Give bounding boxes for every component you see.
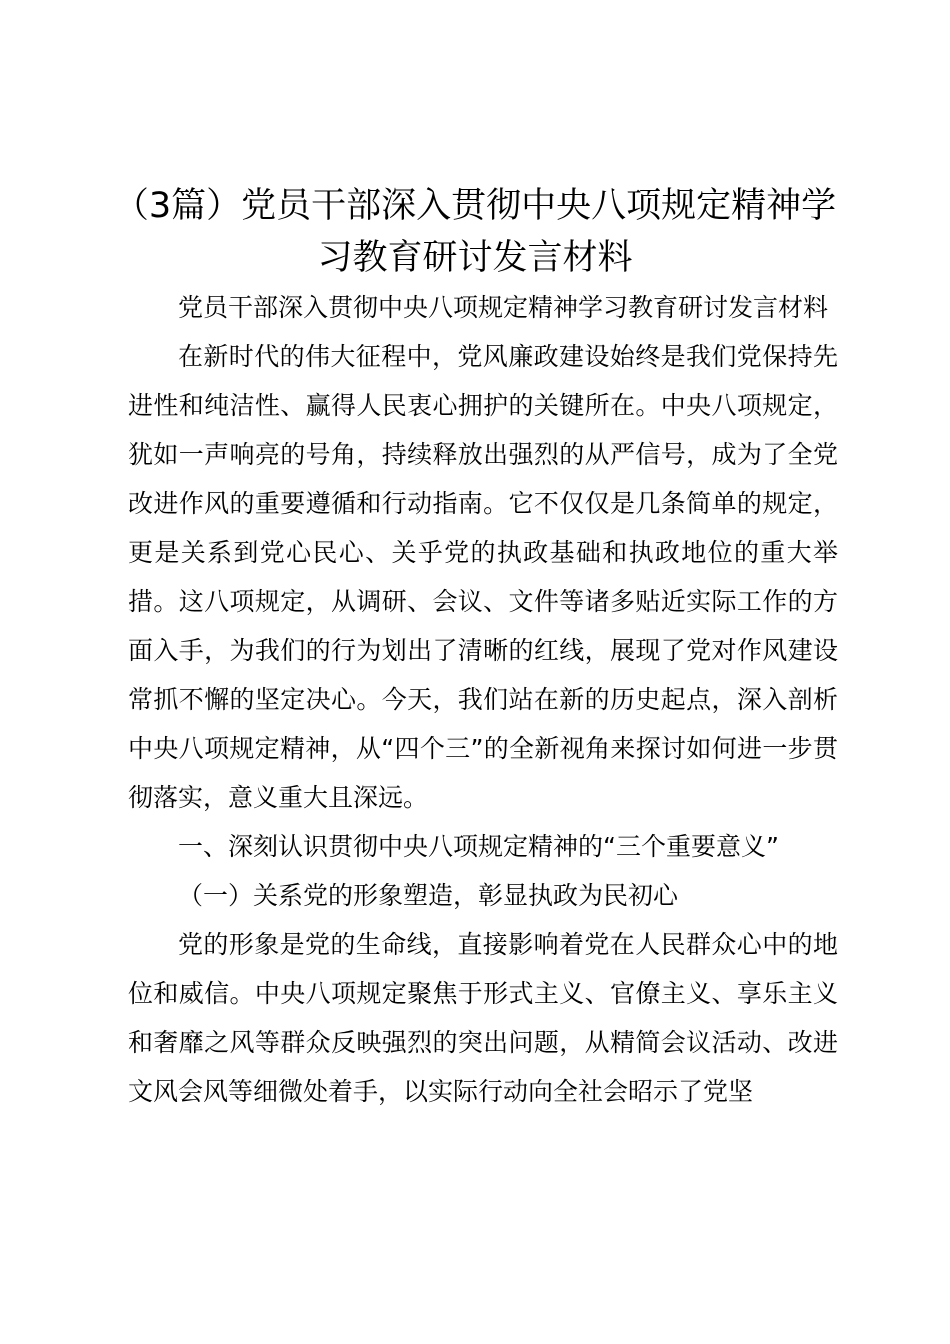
section-heading: 一、深刻认识贯彻中央八项规定精神的“三个重要意义” — [178, 832, 779, 861]
document-body — [128, 283, 838, 1116]
subtitle-paragraph: 党员干部深入贯彻中央八项规定精神学习教育研讨发言材料 — [178, 293, 829, 322]
document-title: （3篇）党员干部深入贯彻中央八项规定精神学习教育研讨发言材料 — [113, 186, 837, 278]
subsection-heading: （一）关系党的形象塑造，彰显执政为民初心 — [178, 881, 679, 910]
body-paragraph: 党的形象是党的生命线，直接影响着党在人民群众心中的地位和威信。中央八项规定聚焦于形式主义、官僚主义、享乐主义和奢靡之风等群众反映强烈的突出问题，从精简会议活动、改进文风会风等细微处着手，以实际行动向全社会昭示了党坚 — [128, 930, 838, 1106]
intro-paragraph: 在新时代的伟大征程中，党风廉政建设始终是我们党保持先进性和纯洁性、赢得人民衷心拥护的关键所在。中央八项规定，犹如一声响亮的号角，持续释放出强烈的从严信号，成为了全党改进作风的重要遵循和行动指南。它不仅仅是几条简单的规定，更是关系到党心民心、关乎党的执政基础和执政地位的重大举措。这八项规定，从调研、会议、文件等诸多贴近实际工作的方面入手，为我们的行为划出了清晰的红线，展现了党对作风建设常抓不懈的坚定决心。今天，我们站在新的历史起点，深入剖析中央八项规定精神，从“四个三”的全新视角来探讨如何进一步贯彻落实，意义重大且深远。 — [128, 342, 838, 812]
